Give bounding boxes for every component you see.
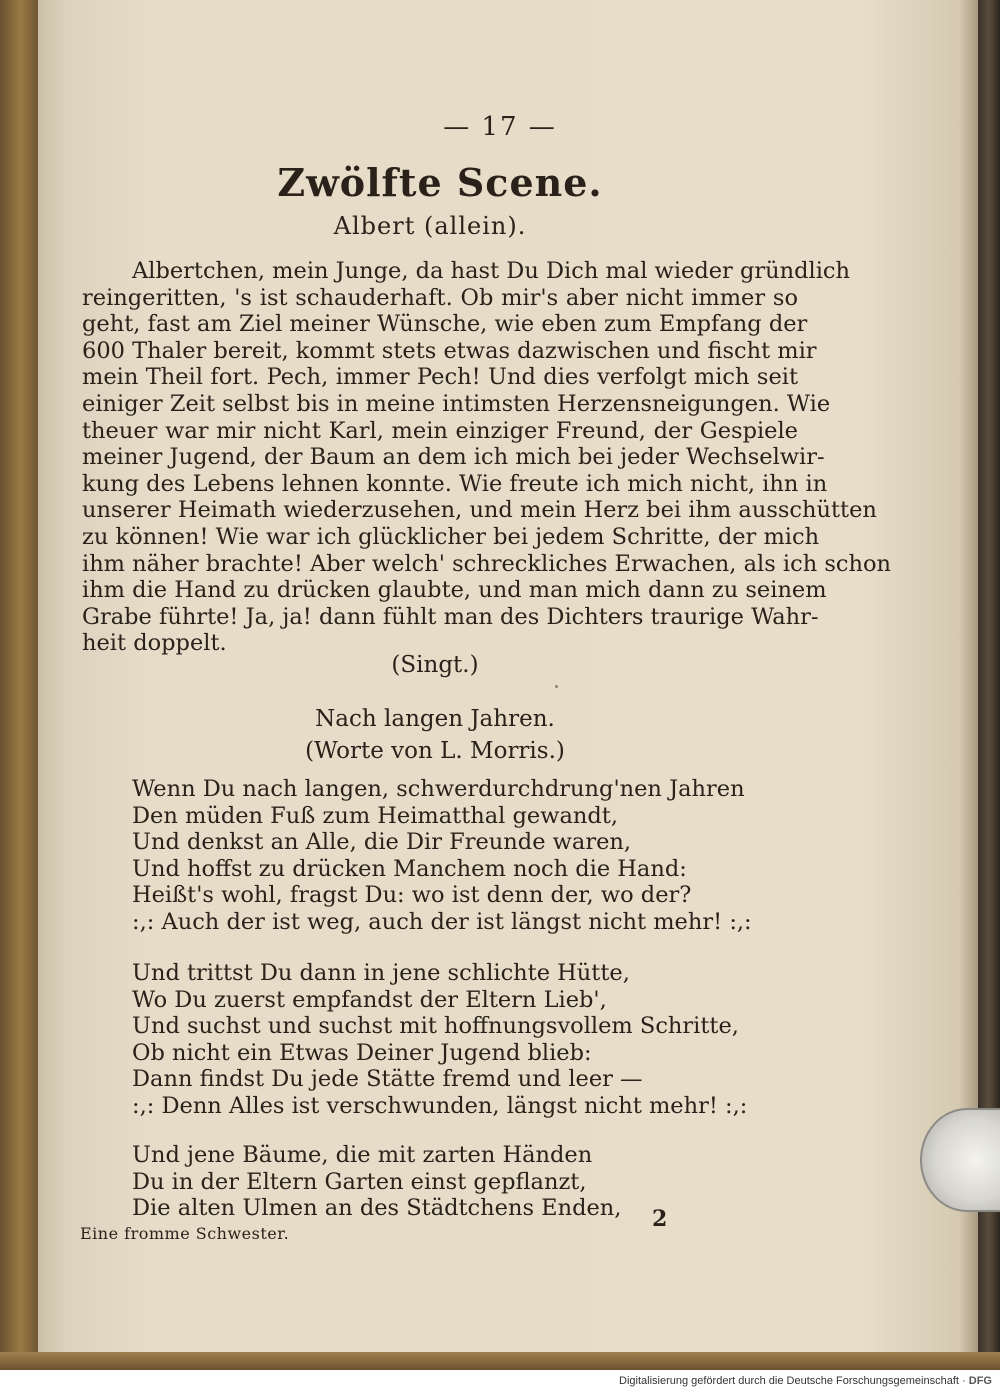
verse-line: Heißt's wohl, fragst Du: wo ist denn der, wo der? [132, 882, 692, 909]
digitization-footer [0, 1370, 1000, 1392]
footer-credit: Digitalisierung gefördert durch die Deutsche Forschungsgemeinschaft [619, 1375, 959, 1387]
book-cover-bottom-edge [0, 1352, 1000, 1370]
book-cover-left-edge [0, 0, 38, 1370]
ink-speck [555, 685, 558, 688]
monologue-line: heit doppelt. [82, 630, 227, 657]
page-number: — 17 — [443, 112, 557, 142]
footer-separator: · [962, 1375, 969, 1387]
verse-refrain: :,: Auch der ist weg, auch der ist längst nicht mehr! :,: [132, 908, 752, 935]
verse-line: Und trittst Du dann in jene schlichte Hütte, [132, 960, 630, 986]
monologue-line: ihm näher brachte! Aber welch' schreckliches Erwachen, als ich schon [82, 550, 892, 577]
verse-refrain: :,: Denn Alles ist verschwunden, längst nicht mehr! :,: [132, 1092, 748, 1119]
monologue-line: Albertchen, mein Junge, da hast Du Dich mal wieder gründlich [132, 258, 850, 284]
verse-line: Dann findst Du jede Stätte fremd und leer — [132, 1066, 643, 1093]
scene-title: Zwölfte Scene. [277, 160, 603, 205]
song-title: Nach langen Jahren. [315, 706, 555, 732]
monologue-line: Grabe führte! Ja, ja! dann fühlt man des Dichters traurige Wahr- [82, 603, 819, 630]
monologue-line: mein Theil fort. Pech, immer Pech! Und dies verfolgt mich seit [82, 364, 798, 391]
monologue-line: 600 Thaler bereit, kommt stets etwas dazwischen und fischt mir [82, 337, 817, 364]
verse-line: Den müden Fuß zum Heimatthal gewandt, [132, 802, 619, 829]
monologue-line: ihm die Hand zu drücken glaubte, und man mich dann zu seinem [82, 577, 827, 604]
sheet-signature-number: 2 [652, 1206, 668, 1232]
monologue-paragraph [82, 258, 892, 657]
song-stanza-2 [132, 960, 747, 1120]
character-name: Albert (allein). [333, 212, 527, 240]
monologue-line: theuer war mir nicht Karl, mein einziger Freund, der Gespiele [82, 417, 798, 444]
verse-line: Und jene Bäume, die mit zarten Händen [132, 1142, 593, 1168]
verse-line: Und hoffst zu drücken Manchem noch die Hand: [132, 855, 687, 882]
verse-line: Die alten Ulmen an des Städtchens Enden, [132, 1195, 622, 1222]
monologue-line: reingeritten, 's ist schauderhaft. Ob mir's aber nicht immer so [82, 284, 798, 311]
monologue-line: unserer Heimath wiederzusehen, und mein Herz bei ihm ausschütten [82, 497, 877, 524]
verse-line: Wenn Du nach langen, schwerdurchdrung'nen Jahren [132, 776, 745, 802]
monologue-line: geht, fast am Ziel meiner Wünsche, wie eben zum Empfang der [82, 311, 808, 338]
monologue-line: meiner Jugend, der Baum an dem ich mich bei jeder Wechselwir- [82, 444, 825, 471]
verse-line: Und suchst und suchst mit hoffnungsvollem Schritte, [132, 1013, 739, 1040]
monologue-line: einiger Zeit selbst bis in meine intimsten Herzensneigungen. Wie [82, 390, 831, 417]
printer-signature-line: Eine fromme Schwester. [80, 1224, 290, 1243]
verse-line: Wo Du zuerst empfandst der Eltern Lieb', [132, 986, 607, 1013]
monologue-line: zu können! Wie war ich glücklicher bei jedem Schritte, der mich [82, 523, 820, 550]
verse-line: Und denkst an Alle, die Dir Freunde waren, [132, 829, 632, 856]
verse-line: Ob nicht ein Etwas Deiner Jugend blieb: [132, 1039, 592, 1066]
song-stanza-1 [132, 776, 752, 936]
verse-line: Du in der Eltern Garten einst gepflanzt, [132, 1168, 587, 1195]
stage-direction: (Singt.) [391, 652, 479, 678]
dfg-logo: DFG [968, 1375, 992, 1387]
monologue-line: kung des Lebens lehnen konnte. Wie freute ich mich nicht, ihn in [82, 470, 828, 497]
song-stanza-3 [132, 1142, 621, 1222]
song-credit: (Worte von L. Morris.) [305, 738, 565, 764]
